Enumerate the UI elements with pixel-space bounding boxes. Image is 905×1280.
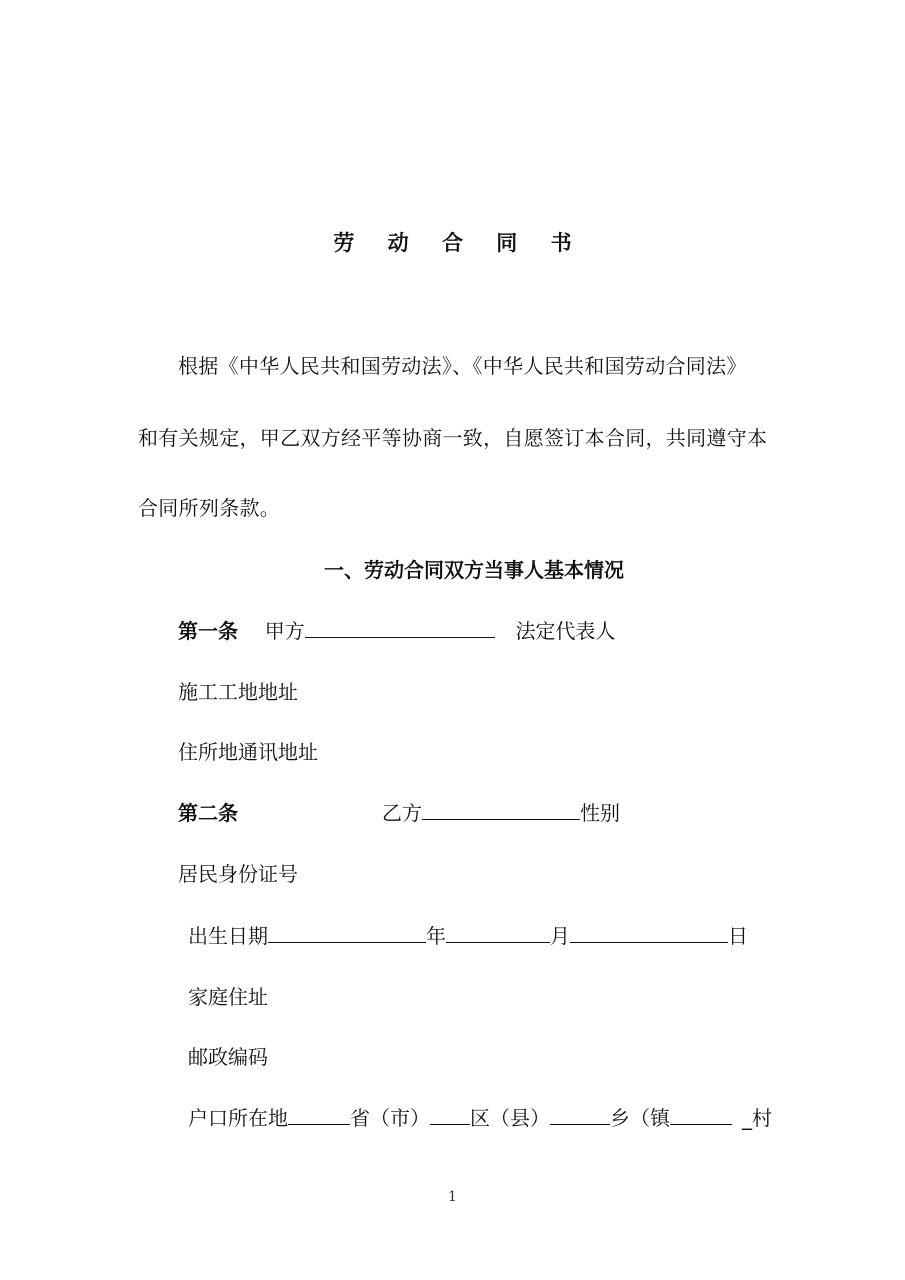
page-number: 1 <box>448 1189 457 1205</box>
birth-date-line <box>188 922 748 950</box>
district-label: 区（县） <box>470 1106 550 1130</box>
party-a-label: 甲方 <box>264 619 305 643</box>
month-label: 月 <box>550 924 570 948</box>
birth-year-blank <box>268 922 426 943</box>
article-1-label: 第一条 <box>178 619 238 643</box>
id-number-label: 居民身份证号 <box>178 862 298 886</box>
intro-line-3: 合同所列条款。 <box>138 496 281 520</box>
household-label: 户口所在地 <box>188 1106 288 1130</box>
province-label: 省（市） <box>350 1106 430 1130</box>
intro-line-1: 根据《中华人民共和国劳动法》、《中华人民共和国劳动合同法》 <box>178 354 747 378</box>
article-1-line <box>178 617 615 645</box>
party-b-blank <box>422 799 580 820</box>
district-blank <box>430 1104 470 1125</box>
village-blank <box>670 1104 732 1125</box>
province-blank <box>288 1104 350 1125</box>
site-address-label: 施工工地地址 <box>178 680 298 704</box>
document-title: 劳 动 合 同 书 <box>333 231 585 255</box>
party-b-label: 乙方 <box>382 801 422 825</box>
home-address-label: 家庭住址 <box>188 985 268 1009</box>
section-heading: 一、劳动合同双方当事人基本情况 <box>324 558 624 582</box>
postal-code-label: 邮政编码 <box>188 1045 268 1069</box>
birth-date-label: 出生日期 <box>188 924 268 948</box>
township-label: 乡（镇 <box>610 1106 670 1130</box>
birth-day-blank <box>570 922 728 943</box>
year-label: 年 <box>426 924 446 948</box>
article-2-label: 第二条 <box>178 801 238 825</box>
household-line <box>188 1104 772 1132</box>
day-label: 日 <box>728 924 748 948</box>
gender-label: 性别 <box>580 801 620 825</box>
mail-address-label: 住所地通讯地址 <box>178 740 318 764</box>
birth-month-blank <box>446 922 550 943</box>
party-a-blank <box>305 617 495 638</box>
party-b-line <box>382 799 620 827</box>
township-blank <box>550 1104 610 1125</box>
intro-line-2: 和有关规定，甲乙双方经平等协商一致，自愿签订本合同，共同遵守本 <box>138 426 768 450</box>
village-label: _村 <box>742 1106 772 1130</box>
legal-rep-label: 法定代表人 <box>515 619 616 643</box>
